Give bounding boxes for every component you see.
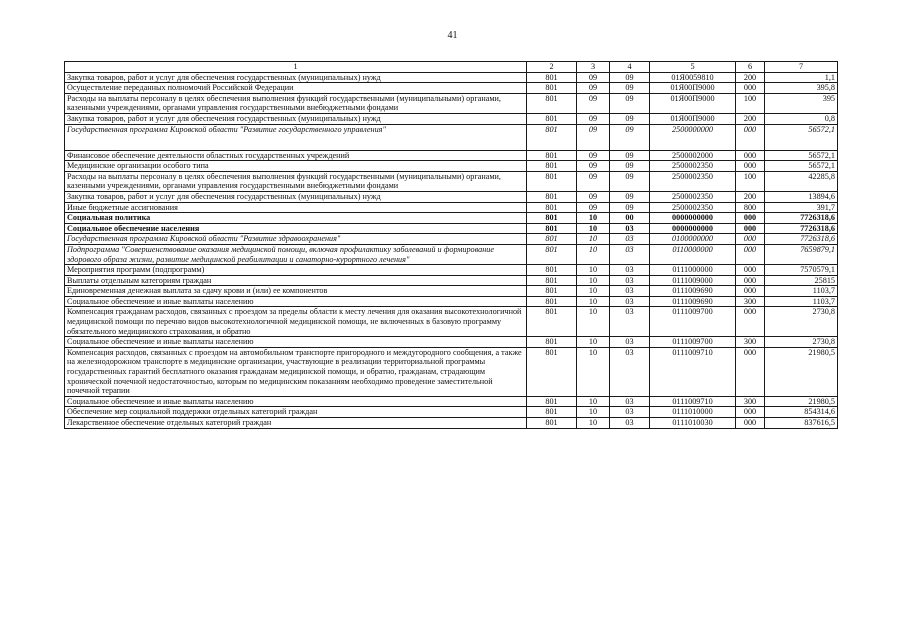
cell-ministry-code: 801 — [527, 223, 577, 234]
cell-expense-type: 000 — [736, 234, 765, 245]
cell-target-article: 0111009690 — [650, 296, 736, 307]
table-row — [65, 83, 838, 94]
cell-target-article: 0111000000 — [650, 265, 736, 276]
cell-subsection: 03 — [610, 286, 650, 297]
table-row — [65, 396, 838, 407]
cell-amount: 21980,5 — [765, 396, 838, 407]
cell-section: 09 — [577, 113, 610, 124]
cell-amount: 854314,6 — [765, 407, 838, 418]
cell-expense-type: 000 — [736, 307, 765, 337]
cell-target-article: 01Я00П9000 — [650, 93, 736, 113]
cell-ministry-code: 801 — [527, 72, 577, 83]
cell-expense-type: 000 — [736, 124, 765, 150]
cell-amount: 56572,1 — [765, 124, 838, 150]
cell-expense-type: 300 — [736, 396, 765, 407]
cell-amount: 2730,8 — [765, 337, 838, 348]
table-row — [65, 150, 838, 161]
cell-ministry-code: 801 — [527, 124, 577, 150]
cell-section: 10 — [577, 244, 610, 264]
cell-ministry-code: 801 — [527, 234, 577, 245]
table-row — [65, 307, 838, 337]
table-row — [65, 296, 838, 307]
cell-section: 10 — [577, 213, 610, 224]
cell-description: Расходы на выплаты персоналу в целях обеспечения выполнения функций государственными (муниципальными) органами, казенными учреждениями, органами управления государственными внебюджетными фондами — [65, 171, 527, 191]
cell-target-article: 0111010000 — [650, 407, 736, 418]
cell-amount: 391,7 — [765, 202, 838, 213]
cell-section: 10 — [577, 347, 610, 396]
cell-ministry-code: 801 — [527, 161, 577, 172]
cell-ministry-code: 801 — [527, 191, 577, 202]
cell-target-article: 0111010030 — [650, 418, 736, 429]
cell-section: 09 — [577, 93, 610, 113]
cell-target-article: 01Я00П9000 — [650, 83, 736, 94]
table-row — [65, 124, 838, 150]
cell-ministry-code: 801 — [527, 286, 577, 297]
table-row — [65, 72, 838, 83]
cell-expense-type: 200 — [736, 191, 765, 202]
cell-description: Иные бюджетные ассигнования — [65, 202, 527, 213]
cell-ministry-code: 801 — [527, 150, 577, 161]
cell-expense-type: 000 — [736, 244, 765, 264]
cell-ministry-code: 801 — [527, 171, 577, 191]
table-row — [65, 202, 838, 213]
cell-section: 10 — [577, 307, 610, 337]
cell-ministry-code: 801 — [527, 418, 577, 429]
cell-target-article: 01Я0059810 — [650, 72, 736, 83]
cell-amount: 2730,8 — [765, 307, 838, 337]
cell-subsection: 03 — [610, 418, 650, 429]
cell-expense-type: 300 — [736, 296, 765, 307]
cell-expense-type: 100 — [736, 93, 765, 113]
cell-expense-type: 000 — [736, 286, 765, 297]
cell-ministry-code: 801 — [527, 396, 577, 407]
cell-target-article: 0111009000 — [650, 275, 736, 286]
column-header: 3 — [577, 62, 610, 73]
cell-target-article: 0000000000 — [650, 223, 736, 234]
table-row — [65, 171, 838, 191]
table-row — [65, 347, 838, 396]
cell-section: 10 — [577, 234, 610, 245]
cell-description: Медицинские организации особого типа — [65, 161, 527, 172]
cell-expense-type: 000 — [736, 223, 765, 234]
table-row — [65, 161, 838, 172]
cell-target-article: 0111009710 — [650, 347, 736, 396]
cell-subsection: 09 — [610, 72, 650, 83]
budget-table — [64, 61, 838, 429]
cell-target-article: 2500002350 — [650, 191, 736, 202]
cell-description: Лекарственное обеспечение отдельных категорий граждан — [65, 418, 527, 429]
cell-section: 09 — [577, 72, 610, 83]
cell-description: Закупка товаров, работ и услуг для обеспечения государственных (муниципальных) нужд — [65, 191, 527, 202]
cell-description: Компенсация расходов, связанных с проездом на автомобильном транспорте пригородного и междугородного сообщения, а также на железнодорожном транспорте в медицинские организации, участвующие в реализации территориальной программы государственных гарантий бесплатного оказания гражданам медицинской помощи, и обратно, гражданам, страдающим хронической почечной недостаточностью, которым по медицинским показаниям необходимо проведение заместительной почечной терапии — [65, 347, 527, 396]
table-row — [65, 234, 838, 245]
cell-section: 10 — [577, 396, 610, 407]
cell-description: Подпрограмма "Совершенствование оказания медицинской помощи, включая профилактику заболеваний и формирование здорового образа жизни, развитие медицинской реабилитации и санаторно-курортного лечения" — [65, 244, 527, 264]
cell-description: Социальное обеспечение и иные выплаты населению — [65, 337, 527, 348]
cell-ministry-code: 801 — [527, 347, 577, 396]
cell-ministry-code: 801 — [527, 83, 577, 94]
cell-amount: 1103,7 — [765, 296, 838, 307]
page-number: 41 — [447, 30, 458, 41]
cell-target-article: 2500002350 — [650, 202, 736, 213]
cell-subsection: 09 — [610, 83, 650, 94]
cell-description: Социальное обеспечение населения — [65, 223, 527, 234]
cell-section: 10 — [577, 223, 610, 234]
cell-amount: 13894,6 — [765, 191, 838, 202]
cell-description: Финансовое обеспечение деятельности областных государственных учреждений — [65, 150, 527, 161]
cell-ministry-code: 801 — [527, 213, 577, 224]
cell-description: Расходы на выплаты персоналу в целях обеспечения выполнения функций государственными (муниципальными) органами, казенными учреждениями, органами управления государственными внебюджетными фондами — [65, 93, 527, 113]
cell-section: 09 — [577, 124, 610, 150]
cell-amount: 837616,5 — [765, 418, 838, 429]
cell-amount: 7570579,1 — [765, 265, 838, 276]
cell-ministry-code: 801 — [527, 265, 577, 276]
cell-section: 09 — [577, 171, 610, 191]
cell-subsection: 09 — [610, 93, 650, 113]
table-row — [65, 407, 838, 418]
cell-section: 10 — [577, 407, 610, 418]
cell-section: 10 — [577, 337, 610, 348]
cell-expense-type: 000 — [736, 213, 765, 224]
cell-ministry-code: 801 — [527, 275, 577, 286]
cell-expense-type: 000 — [736, 407, 765, 418]
cell-subsection: 03 — [610, 275, 650, 286]
cell-target-article: 01Я00П9000 — [650, 113, 736, 124]
table-row — [65, 244, 838, 264]
cell-expense-type: 200 — [736, 113, 765, 124]
cell-description: Государственная программа Кировской области "Развитие государственного управления" — [65, 124, 527, 150]
cell-expense-type: 000 — [736, 83, 765, 94]
cell-subsection: 03 — [610, 337, 650, 348]
cell-expense-type: 000 — [736, 161, 765, 172]
cell-subsection: 09 — [610, 191, 650, 202]
cell-section: 09 — [577, 161, 610, 172]
cell-amount: 1,1 — [765, 72, 838, 83]
cell-subsection: 09 — [610, 171, 650, 191]
cell-target-article: 0111009700 — [650, 337, 736, 348]
cell-ministry-code: 801 — [527, 93, 577, 113]
cell-ministry-code: 801 — [527, 337, 577, 348]
cell-expense-type: 800 — [736, 202, 765, 213]
cell-subsection: 03 — [610, 265, 650, 276]
cell-description: Выплаты отдельным категориям граждан — [65, 275, 527, 286]
cell-target-article: 2500000000 — [650, 124, 736, 150]
cell-amount: 7659879,1 — [765, 244, 838, 264]
cell-section: 09 — [577, 191, 610, 202]
cell-section: 09 — [577, 83, 610, 94]
cell-description: Социальное обеспечение и иные выплаты населению — [65, 396, 527, 407]
cell-amount: 395,8 — [765, 83, 838, 94]
table-row — [65, 113, 838, 124]
cell-description: Социальное обеспечение и иные выплаты населению — [65, 296, 527, 307]
cell-ministry-code: 801 — [527, 202, 577, 213]
cell-description: Обеспечение мер социальной поддержки отдельных категорий граждан — [65, 407, 527, 418]
cell-amount: 25815 — [765, 275, 838, 286]
cell-amount: 7726318,6 — [765, 234, 838, 245]
column-header: 4 — [610, 62, 650, 73]
cell-description: Мероприятия программ (подпрограмм) — [65, 265, 527, 276]
cell-subsection: 00 — [610, 213, 650, 224]
table-row — [65, 223, 838, 234]
table-row — [65, 286, 838, 297]
table-row — [65, 265, 838, 276]
cell-amount: 1103,7 — [765, 286, 838, 297]
cell-subsection: 09 — [610, 150, 650, 161]
cell-subsection: 03 — [610, 223, 650, 234]
table-row — [65, 213, 838, 224]
cell-subsection: 03 — [610, 347, 650, 396]
table-row — [65, 418, 838, 429]
table-header-row — [65, 62, 838, 73]
cell-description: Социальная политика — [65, 213, 527, 224]
column-header: 1 — [65, 62, 527, 73]
cell-section: 10 — [577, 418, 610, 429]
column-header: 2 — [527, 62, 577, 73]
cell-target-article: 2500002350 — [650, 171, 736, 191]
cell-ministry-code: 801 — [527, 244, 577, 264]
cell-expense-type: 000 — [736, 275, 765, 286]
cell-subsection: 03 — [610, 296, 650, 307]
cell-section: 10 — [577, 265, 610, 276]
cell-target-article: 0110000000 — [650, 244, 736, 264]
cell-section: 09 — [577, 150, 610, 161]
cell-expense-type: 000 — [736, 418, 765, 429]
cell-expense-type: 000 — [736, 150, 765, 161]
table-row — [65, 337, 838, 348]
cell-subsection: 03 — [610, 407, 650, 418]
table-row — [65, 275, 838, 286]
table-row — [65, 93, 838, 113]
cell-target-article: 0111009690 — [650, 286, 736, 297]
cell-section: 09 — [577, 202, 610, 213]
cell-target-article: 0111009700 — [650, 307, 736, 337]
cell-ministry-code: 801 — [527, 113, 577, 124]
cell-amount: 0,8 — [765, 113, 838, 124]
cell-description: Государственная программа Кировской области "Развитие здравоохранения" — [65, 234, 527, 245]
cell-target-article: 0111009710 — [650, 396, 736, 407]
cell-target-article: 2500002000 — [650, 150, 736, 161]
cell-target-article: 2500002350 — [650, 161, 736, 172]
cell-subsection: 09 — [610, 161, 650, 172]
cell-expense-type: 000 — [736, 265, 765, 276]
column-header: 5 — [650, 62, 736, 73]
cell-section: 10 — [577, 296, 610, 307]
cell-description: Единовременная денежная выплата за сдачу крови и (или) ее компонентов — [65, 286, 527, 297]
cell-subsection: 03 — [610, 396, 650, 407]
column-header: 7 — [765, 62, 838, 73]
cell-amount: 21980,5 — [765, 347, 838, 396]
cell-ministry-code: 801 — [527, 307, 577, 337]
cell-expense-type: 000 — [736, 347, 765, 396]
cell-target-article: 0100000000 — [650, 234, 736, 245]
cell-section: 10 — [577, 286, 610, 297]
cell-description: Осуществление переданных полномочий Российской Федерации — [65, 83, 527, 94]
cell-amount: 395 — [765, 93, 838, 113]
cell-ministry-code: 801 — [527, 296, 577, 307]
cell-amount: 7726318,6 — [765, 223, 838, 234]
cell-expense-type: 300 — [736, 337, 765, 348]
cell-subsection: 09 — [610, 124, 650, 150]
cell-subsection: 03 — [610, 307, 650, 337]
cell-amount: 42285,8 — [765, 171, 838, 191]
cell-expense-type: 100 — [736, 171, 765, 191]
cell-subsection: 03 — [610, 244, 650, 264]
cell-amount: 56572,1 — [765, 150, 838, 161]
column-header: 6 — [736, 62, 765, 73]
cell-subsection: 03 — [610, 234, 650, 245]
cell-subsection: 09 — [610, 202, 650, 213]
cell-description: Компенсация гражданам расходов, связанных с проездом за пределы области к месту лечения для оказания высокотехнологичной медицинской помощи по перечню видов высокотехнологичной медицинской помощи, не включенных в базовую программу обязательного медицинского страхования, и обратно — [65, 307, 527, 337]
cell-expense-type: 200 — [736, 72, 765, 83]
cell-target-article: 0000000000 — [650, 213, 736, 224]
cell-description: Закупка товаров, работ и услуг для обеспечения государственных (муниципальных) нужд — [65, 72, 527, 83]
cell-amount: 56572,1 — [765, 161, 838, 172]
cell-amount: 7726318,6 — [765, 213, 838, 224]
cell-subsection: 09 — [610, 113, 650, 124]
table-row — [65, 191, 838, 202]
cell-description: Закупка товаров, работ и услуг для обеспечения государственных (муниципальных) нужд — [65, 113, 527, 124]
cell-section: 10 — [577, 275, 610, 286]
cell-ministry-code: 801 — [527, 407, 577, 418]
